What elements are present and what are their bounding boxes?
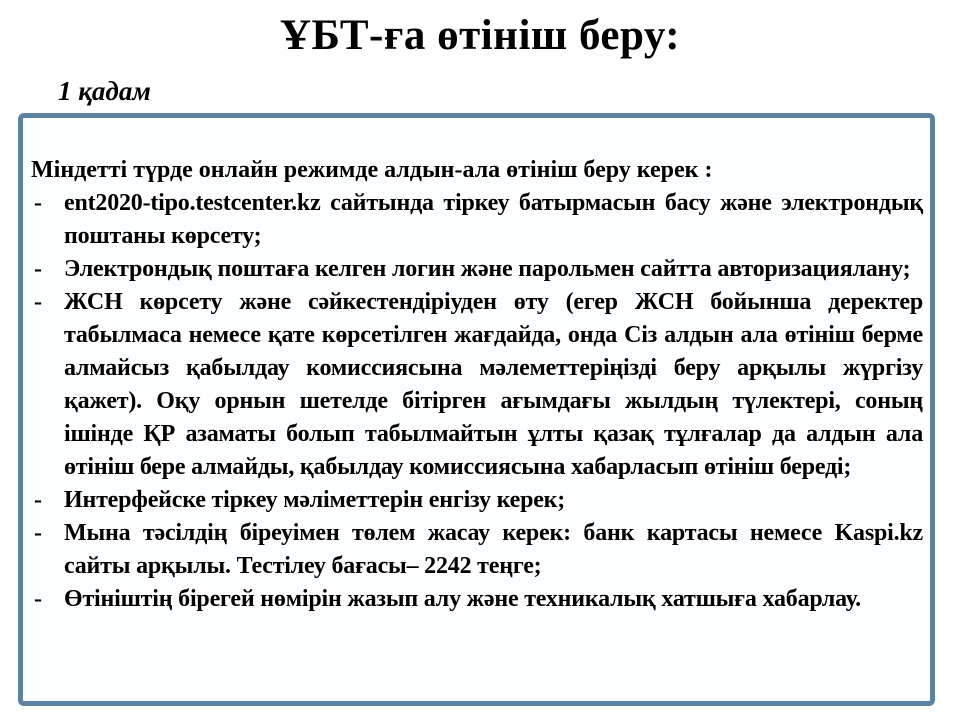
list-item-text: сайтында тіркеу батырмасын басу және электрондық поштаны көрсету; [64, 190, 923, 249]
box-heading: Міндетті түрде онлайн режимде алдын-ала өтініш беру керек : [31, 157, 713, 183]
site-url-text: ent2020-tipo.testcenter.kz [64, 190, 321, 216]
list-item [31, 583, 923, 616]
list-item-text: Электрондық поштаға келген логин және парольмен сайтта авторизациялану; [64, 256, 911, 282]
list-item [31, 286, 923, 484]
bullet-dash: - [34, 190, 42, 216]
bullet-dash: - [34, 520, 42, 546]
list-item [31, 484, 923, 517]
list-item [31, 187, 923, 253]
list-item-text: Интерфейске тіркеу мәліметтерін енгізу керек; [64, 487, 566, 513]
list-item-text: Мына тәсілдің біреуімен төлем жасау керек: банк картасы немесе Kaspi.kz сайты арқылы. Тестілеу бағасы– 2242 теңге; [64, 520, 923, 579]
list-item-text: Өтініштің бірегей нөмірін жазып алу және техникалық хатшыға хабарлау. [64, 586, 861, 612]
list-item [31, 517, 923, 583]
content-box [18, 113, 935, 706]
list-item [31, 253, 923, 286]
bullet-dash: - [34, 289, 42, 315]
step-label: 1 қадам [58, 76, 151, 106]
bullet-dash: - [34, 487, 42, 513]
bullet-dash: - [34, 586, 42, 612]
bullet-dash: - [34, 256, 42, 282]
list-item-text: ЖСН көрсету және сәйкестендіріуден өту (егер ЖСН бойынша деректер табылмаса немесе қате көрсетілген жағдайда, онда Сіз алдын ала өтініш берме алмайсыз қабылдау комиссиясына мәлеметтеріңізді беру арқылы жүргізу қажет). Оқу орнын шетелде бітірген ағымдағы жылдың түлектері, соның ішінде ҚР азаматы болып табылмайтын ұлты қазақ тұлғалар да алдын ала өтініш бере алмайды, қабылдау комиссиясына хабарласып өтініш береді; [64, 289, 923, 480]
slide-title: ҰБТ-ға өтініш беру: [279, 12, 681, 59]
